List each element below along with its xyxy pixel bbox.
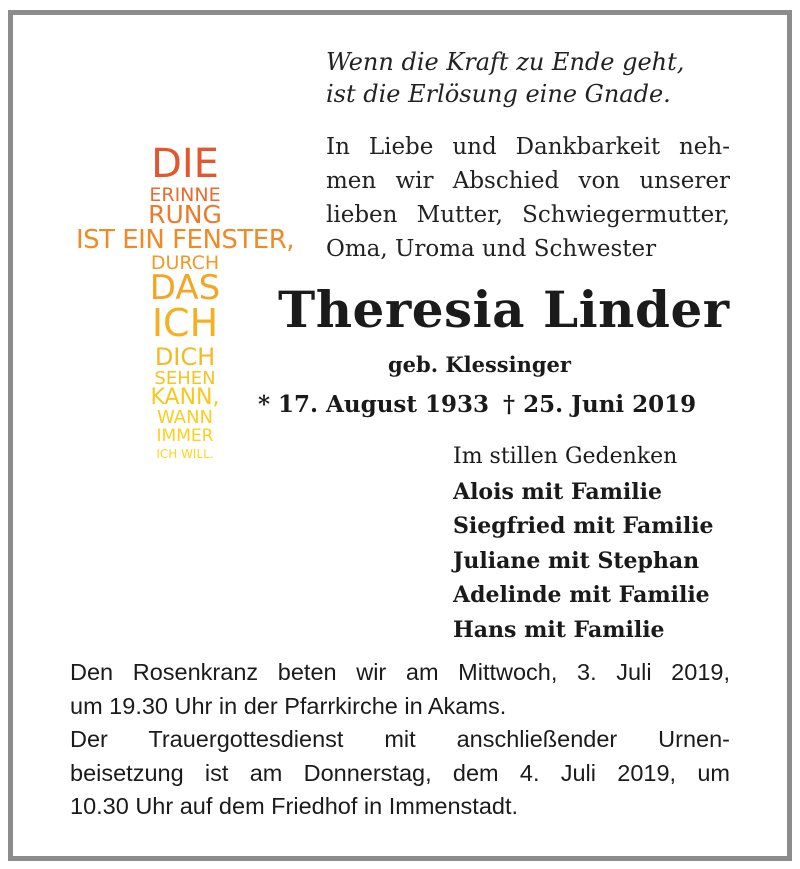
cross-word: KANN, xyxy=(150,385,220,410)
cross-word: DURCH xyxy=(150,252,220,274)
life-dates xyxy=(258,388,696,422)
cross-word: SEHEN xyxy=(154,368,216,389)
mourner-name: Adelinde mit Familie xyxy=(453,582,710,608)
service-line: Der Trauergottesdienst mit anschließender Urnen- xyxy=(70,726,730,752)
cross-word: ICH WILL. xyxy=(156,447,214,461)
intro-text xyxy=(326,130,730,266)
service-line: um 19.30 Uhr in der Pfarrkirche in Akams. xyxy=(70,692,507,719)
cross-word: WANN xyxy=(156,407,214,428)
mourners-heading: Im stillen Gedenken xyxy=(453,444,678,469)
birth-date: * 17. August 1933 xyxy=(258,391,490,418)
service-line: beisetzung ist am Donnerstag, dem 4. Juli 2019, um xyxy=(70,759,730,786)
intro-line: lieben Mutter, Schwiegermutter, xyxy=(326,202,730,228)
intro-line: Oma, Uroma und Schwester xyxy=(326,236,657,262)
motto-quote xyxy=(326,46,746,110)
cross-word: IST EIN FENSTER, xyxy=(75,225,295,255)
service-line: Den Rosenkranz beten wir am Mittwoch, 3. Juli 2019, xyxy=(70,659,730,685)
mourner-name: Siegfried mit Familie xyxy=(453,513,714,539)
cross-word: ERINNE xyxy=(149,184,221,206)
cross-word: DICH xyxy=(154,343,216,371)
cross-word: DAS xyxy=(149,268,221,308)
mourners-list xyxy=(453,440,753,647)
service-info xyxy=(70,656,730,824)
cross-word: IMMER xyxy=(156,426,214,446)
mourner-name: Alois mit Familie xyxy=(453,478,662,505)
cross-word: DIE xyxy=(151,141,219,187)
mourner-name: Juliane mit Stephan xyxy=(453,547,700,574)
intro-line: In Liebe und Dankbarkeit neh- xyxy=(326,134,730,160)
deceased-name: Theresia Linder xyxy=(278,280,730,339)
motto-line: ist die Erlösung eine Gnade. xyxy=(326,80,671,108)
cross-word: ICH xyxy=(151,301,219,345)
birth-name: geb. Klessinger xyxy=(388,352,571,377)
mourner-name: Hans mit Familie xyxy=(453,616,665,643)
intro-line: men wir Abschied von unserer xyxy=(326,168,730,194)
motto-line: Wenn die Kraft zu Ende geht, xyxy=(326,48,685,76)
death-date: † 25. Juni 2019 xyxy=(503,391,697,418)
service-line: 10.30 Uhr auf dem Friedhof in Immenstadt. xyxy=(70,793,519,819)
cross-word: RUNG xyxy=(148,200,222,229)
